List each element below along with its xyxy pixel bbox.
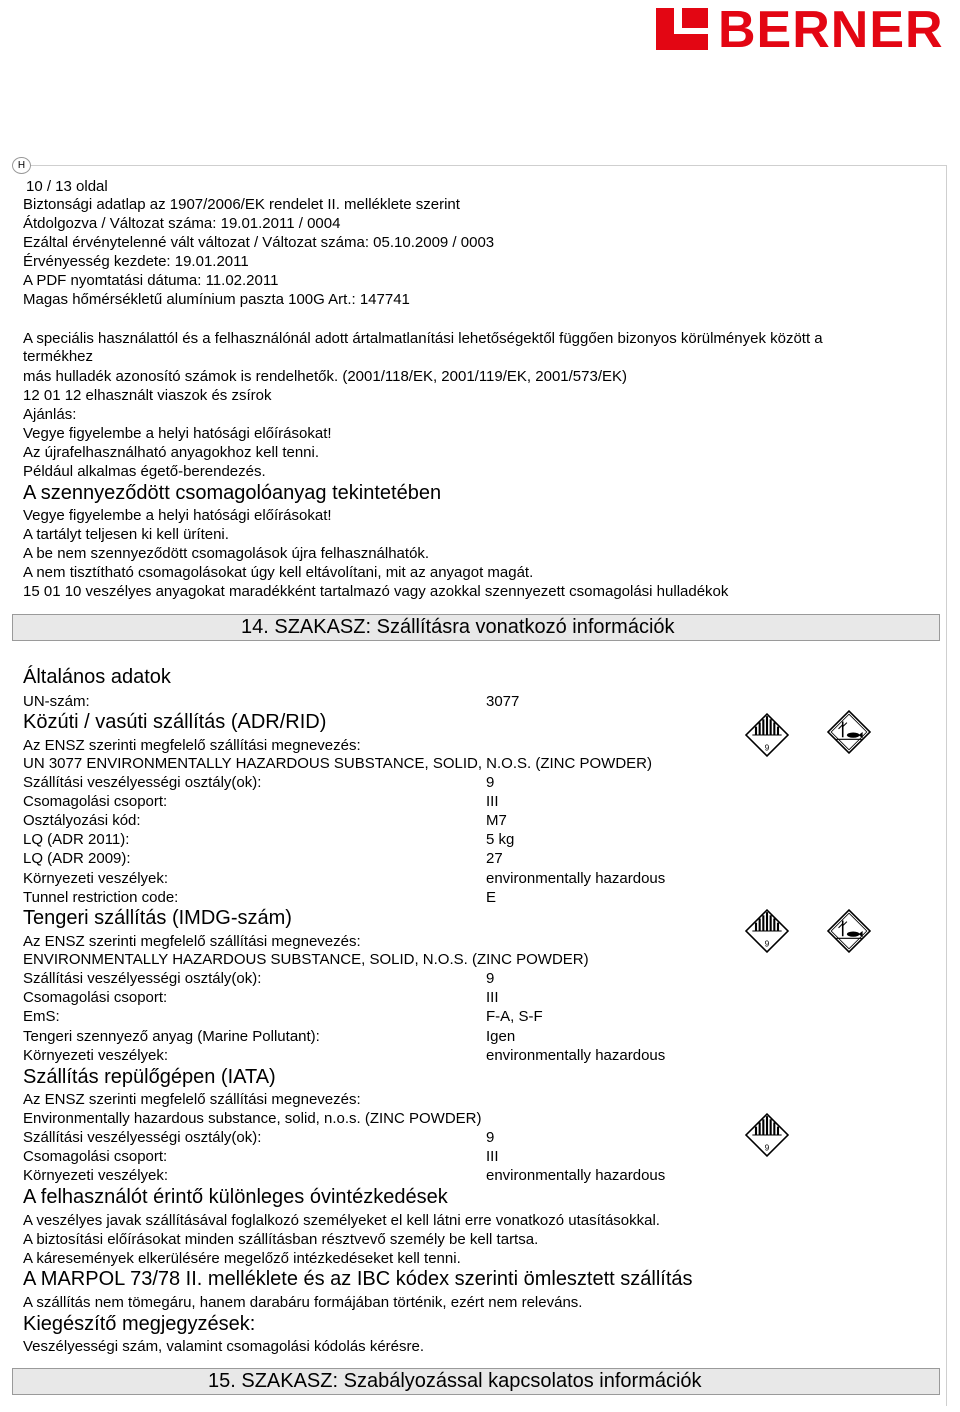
precautions-text: A káresemények elkerülésére megelőző intézkedéseket kell tenni. — [23, 1250, 461, 1267]
detail-value: E — [486, 888, 497, 906]
road-name-value: UN 3077 ENVIRONMENTALLY HAZARDOUS SUBSTANCE, SOLID, N.O.S. (ZINC POWDER) — [23, 755, 652, 772]
road-heading: Közúti / vasúti szállítás (ADR/RID) — [23, 711, 327, 733]
un-number-label: UN-szám: — [23, 693, 90, 710]
sea-name-value: ENVIRONMENTALLY HAZARDOUS SUBSTANCE, SOLID, N.O.S. (ZINC POWDER) — [23, 951, 589, 968]
detail-value: environmentally hazardous — [486, 1046, 666, 1064]
detail-label: LQ (ADR 2009): — [23, 850, 131, 868]
environmental-hazard-icon — [827, 710, 871, 754]
waste-text: Vegye figyelembe a helyi hatósági előírásokat! — [23, 425, 332, 442]
detail-value: III — [486, 989, 499, 1007]
detail-label: EmS: — [23, 1008, 60, 1026]
detail-value: Igen — [486, 1027, 516, 1045]
header-line: Ezáltal érvénytelenné vált változat / Változat száma: 05.10.2009 / 0003 — [23, 234, 495, 251]
packaging-text: A tartályt teljesen ki kell üríteni. — [23, 526, 229, 543]
waste-text: A speciális használattól és a felhasználónál adott ártalmatlanítási lehetőségektől függően bizonyos körülmények között a — [23, 330, 823, 347]
header-line: Érvényesség kezdete: 19.01.2011 — [23, 253, 249, 270]
sea-name-label: Az ENSZ szerinti megfelelő szállítási megnevezés: — [23, 933, 361, 950]
packaging-text: Vegye figyelembe a helyi hatósági előírásokat! — [23, 507, 332, 524]
detail-label: Tengeri szennyező anyag (Marine Pollutant): — [23, 1027, 320, 1045]
waste-text: Az újrafelhasználható anyagokhoz kell tenni. — [23, 444, 320, 461]
detail-value: 9 — [486, 1129, 495, 1146]
section-14-header — [12, 614, 940, 641]
waste-text: termékhez — [23, 348, 94, 365]
packaging-text: A nem tisztítható csomagolásokat úgy kell eltávolítani, mit az anyagot magát. — [23, 564, 534, 581]
detail-label: Szállítási veszélyességi osztály(ok): — [23, 1129, 262, 1146]
class-9-label: 9 — [764, 938, 770, 949]
waste-text: más hulladék azonosító számok is rendelhetők. (2001/118/EK, 2001/119/EK, 2001/573/EK) — [23, 368, 627, 385]
detail-label: Környezeti veszélyek: — [23, 1167, 169, 1184]
detail-label: Környezeti veszélyek: — [23, 1046, 169, 1064]
class-9-hazard-icon — [745, 713, 789, 757]
detail-label: Csomagolási csoport: — [23, 793, 168, 811]
detail-label: Csomagolási csoport: — [23, 989, 168, 1007]
precautions-heading: A felhasználót érintő különleges óvintézkedések — [23, 1186, 448, 1208]
language-marker: H — [12, 157, 31, 174]
waste-text: Például alkalmas égető-berendezés. — [23, 463, 266, 480]
waste-text: Ajánlás: — [23, 406, 77, 423]
detail-label: Csomagolási csoport: — [23, 1148, 168, 1165]
class-9-hazard-icon — [745, 1113, 789, 1157]
sea-heading: Tengeri szállítás (IMDG-szám) — [23, 907, 292, 929]
precautions-text: A biztosítási előírásokat minden szállításban résztvevő személy be kell tartsa. — [23, 1231, 539, 1248]
detail-value: environmentally hazardous — [486, 869, 666, 887]
logo-text: BERNER — [718, 1, 944, 59]
detail-label: Osztályozási kód: — [23, 812, 141, 830]
detail-label: Tunnel restriction code: — [23, 888, 179, 906]
detail-value: environmentally hazardous — [486, 1167, 666, 1184]
header-line: Átdolgozva / Változat száma: 19.01.2011 / 0004 — [23, 215, 341, 232]
detail-value: 9 — [486, 774, 495, 791]
detail-label: Szállítási veszélyességi osztály(ok): — [23, 774, 262, 791]
detail-value: 5 kg — [486, 831, 515, 849]
air-name-value: Environmentally hazardous substance, solid, n.o.s. (ZINC POWDER) — [23, 1110, 482, 1127]
header-line: A PDF nyomtatási dátuma: 11.02.2011 — [23, 272, 279, 289]
detail-value: 9 — [486, 970, 495, 987]
detail-value: M7 — [486, 812, 507, 830]
detail-label: Környezeti veszélyek: — [23, 869, 169, 887]
notes-text: Veszélyességi szám, valamint csomagolási kódolás kérésre. — [23, 1338, 425, 1355]
page-number: 10 / 13 oldal — [26, 178, 108, 195]
marpol-heading: A MARPOL 73/78 II. melléklete és az IBC kódex szerinti ömlesztett szállítás — [23, 1268, 693, 1290]
road-name-label: Az ENSZ szerinti megfelelő szállítási megnevezés: — [23, 737, 361, 754]
packaging-text: 15 01 10 veszélyes anyagokat maradékként tartalmazó vagy azokkal szennyezett csomagolási hulladékok — [23, 583, 729, 600]
class-9-label: 9 — [764, 742, 770, 753]
detail-value: F-A, S-F — [486, 1008, 543, 1026]
berner-logo-mark-icon — [656, 4, 714, 54]
precautions-text: A veszélyes javak szállításával foglalkozó személyeket el kell látni erre vonatkozó utasításokkal. — [23, 1212, 660, 1229]
class-9-hazard-icon — [745, 909, 789, 953]
section-15-header — [12, 1368, 940, 1395]
class-9-label: 9 — [764, 1142, 770, 1153]
notes-heading: Kiegészítő megjegyzések: — [23, 1313, 256, 1335]
detail-label: Szállítási veszélyességi osztály(ok): — [23, 970, 262, 987]
air-name-label: Az ENSZ szerinti megfelelő szállítási megnevezés: — [23, 1091, 361, 1108]
berner-logo — [656, 1, 956, 59]
un-number-value: 3077 — [486, 693, 520, 710]
environmental-hazard-icon — [827, 909, 871, 953]
waste-text: 12 01 12 elhasznált viaszok és zsírok — [23, 387, 272, 404]
marpol-text: A szállítás nem tömegáru, hanem darabáru formájában történik, ezért nem releváns. — [23, 1294, 583, 1311]
detail-label: LQ (ADR 2011): — [23, 831, 130, 849]
product-name: Magas hőmérsékletű alumínium paszta 100G Art.: 147741 — [23, 291, 410, 308]
general-heading: Általános adatok — [23, 666, 171, 688]
header-line: Biztonsági adatlap az 1907/2006/EK rendelet II. melléklete szerint — [23, 196, 460, 213]
section-15-title: 15. SZAKASZ: Szabályozással kapcsolatos információk — [208, 1370, 702, 1392]
detail-value: III — [486, 793, 499, 811]
air-heading: Szállítás repülőgépen (IATA) — [23, 1066, 276, 1088]
packaging-heading: A szennyeződött csomagolóanyag tekintetében — [23, 482, 442, 504]
packaging-text: A be nem szennyeződött csomagolások újra felhasználhatók. — [23, 545, 430, 562]
detail-value: 27 — [486, 850, 503, 868]
section-14-title: 14. SZAKASZ: Szállításra vonatkozó információk — [241, 616, 675, 638]
detail-value: III — [486, 1148, 499, 1165]
